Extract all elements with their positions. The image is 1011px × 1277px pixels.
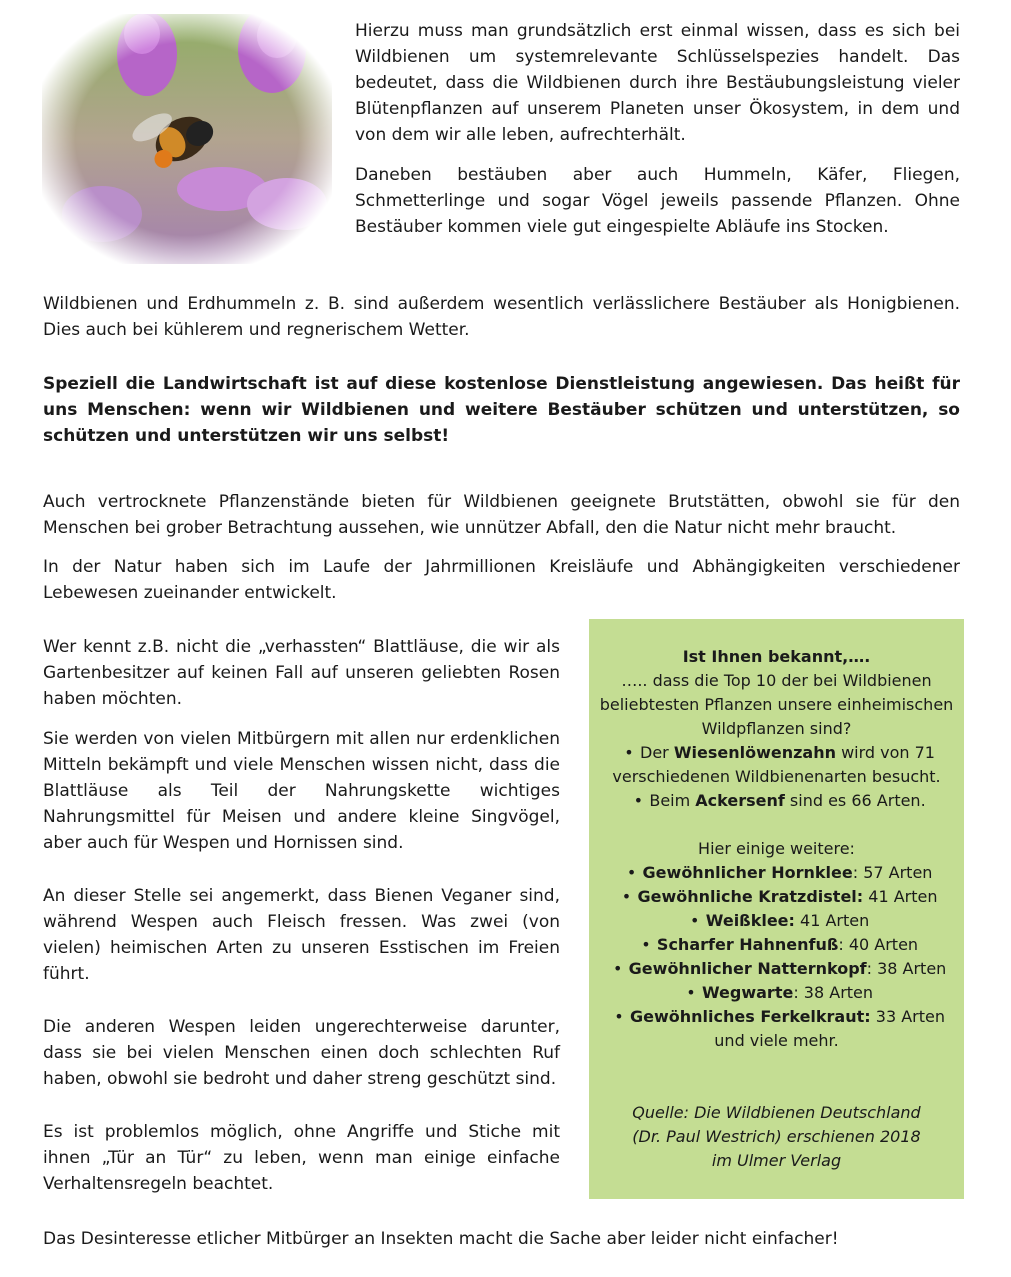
plant-item: • Scharfer Hahnenfuß: 40 Arten bbox=[595, 933, 958, 957]
bullet-icon: • bbox=[641, 935, 651, 954]
info-box-title: Ist Ihnen bekannt,…. bbox=[682, 647, 871, 666]
paragraph-agriculture-bold: Speziell die Landwirtschaft ist auf diese kostenlose Dienstleistung angewiesen. Das heißt für uns Menschen: wenn wir Wildbienen und weitere Bestäuber schützen und unterstützen, so schützen und unterstützen wir uns selbst! bbox=[43, 374, 960, 446]
paragraph-nature-cycles: In der Natur haben sich im Laufe der Jahrmillionen Kreisläufe und Abhängigkeiten verschiedener Lebewesen zueinander entwickelt. bbox=[43, 557, 960, 603]
intro-paragraph-1: Hierzu muss man grundsätzlich erst einmal wissen, dass es sich bei Wildbienen um systemrelevante Schlüsselspezies handelt. Das bedeutet, dass die Wildbienen durch ihre Bestäubungsleistung vieler Blütenpflanzen auf unserem Planeten unser Ökosystem, in dem und von dem wir alle leben, aufrechterhält. bbox=[355, 21, 960, 145]
plant-item: • Wegwarte: 38 Arten bbox=[595, 981, 958, 1005]
info-box-lead: ….. dass die Top 10 der bei Wildbienen beliebtesten Pflanzen unsere einheimischen Wildpflanzen sind? bbox=[599, 671, 954, 738]
source-line: (Dr. Paul Westrich) erschienen 2018 bbox=[632, 1127, 921, 1146]
info-box bbox=[589, 619, 964, 1199]
bullet-icon: • bbox=[626, 863, 637, 882]
bumblebee-flower-image bbox=[42, 14, 332, 264]
bullet-icon: • bbox=[686, 983, 696, 1002]
fact-item: • Der Wiesenlöwenzahn wird von 71 verschiedenen Wildbienenarten besucht. bbox=[612, 743, 941, 786]
paragraph-aphids: Wer kennt z.B. nicht die „verhassten“ Blattläuse, die wir als Gartenbesitzer auf keinen Fall auf unseren geliebten Rosen haben möchten. bbox=[43, 637, 560, 709]
bullet-icon: • bbox=[624, 743, 634, 762]
bullet-icon: • bbox=[690, 911, 700, 930]
intro-section bbox=[355, 18, 960, 240]
intro-paragraph-2: Daneben bestäuben aber auch Hummeln, Käfer, Fliegen, Schmetterlinge und sogar Vögel jeweils passende Pflanzen. Ohne Bestäuber kommen viele gut eingespielte Abläufe ins Stocken. bbox=[355, 165, 960, 237]
closing-sentence: Das Desinteresse etlicher Mitbürger an Insekten macht die Sache aber leider nicht einfacher! bbox=[43, 1229, 839, 1249]
info-box-source bbox=[595, 1101, 958, 1173]
fact-item: • Beim Ackersenf sind es 66 Arten. bbox=[595, 789, 958, 813]
paragraph-dry-plants: Auch vertrocknete Pflanzenstände bieten für Wildbienen geeignete Brutstätten, obwohl sie für den Menschen bei grober Betrachtung aussehen, wie unnützer Abfall, den die Natur nicht mehr braucht. bbox=[43, 492, 960, 538]
plant-item: • Gewöhnliche Kratzdistel: 41 Arten bbox=[595, 885, 958, 909]
paragraph-coexistence: Es ist problemlos möglich, ohne Angriffe und Stiche mit ihnen „Tür an Tür“ zu leben, wenn man einige einfache Verhaltensregeln beachtet. bbox=[43, 1122, 560, 1194]
source-line: im Ulmer Verlag bbox=[711, 1151, 842, 1170]
plant-item: • Weißklee: 41 Arten bbox=[595, 909, 958, 933]
paragraph-vegan-bees: An dieser Stelle sei angemerkt, dass Bienen Veganer sind, während Wespen auch Fleisch fressen. Was zwei (von vielen) heimischen Arten zu unseren Esstischen im Freien führt. bbox=[43, 886, 560, 984]
bullet-icon: • bbox=[621, 887, 632, 906]
plant-item: • Gewöhnlicher Hornklee: 57 Arten bbox=[595, 861, 958, 885]
bullet-icon: • bbox=[633, 791, 644, 810]
left-column bbox=[43, 634, 560, 1197]
plant-item: • Gewöhnlicher Natternkopf: 38 Arten bbox=[595, 957, 958, 981]
paragraph-wasps-reputation: Die anderen Wespen leiden ungerechterweise darunter, dass sie bei vielen Menschen einen doch schlechten Ruf haben, obwohl sie bedroht und daher streng geschützt sind. bbox=[43, 1017, 560, 1089]
paragraph-reliable-pollinators: Wildbienen und Erdhummeln z. B. sind außerdem wesentlich verlässlichere Bestäuber als Honigbienen. Dies auch bei kühlerem und regnerischem Wetter. bbox=[43, 294, 960, 340]
bumblebee-photo bbox=[42, 14, 332, 264]
plant-item: • Gewöhnliches Ferkelkraut: 33 Arten bbox=[595, 1005, 958, 1029]
source-line: Quelle: Die Wildbienen Deutschland bbox=[632, 1103, 921, 1122]
info-box-more: und viele mehr. bbox=[714, 1031, 839, 1050]
paragraph-food-chain: Sie werden von vielen Mitbürgern mit allen nur erdenklichen Mitteln bekämpft und viele Menschen wissen nicht, dass die Blattläuse als Teil der Nahrungskette wichtiges Nahrungsmittel für Meisen und andere kleine Singvögel, aber auch für Wespen und Hornissen sind. bbox=[43, 729, 560, 853]
info-box-subheading: Hier einige weitere: bbox=[698, 839, 855, 858]
bullet-icon: • bbox=[612, 959, 623, 978]
bullet-icon: • bbox=[614, 1007, 624, 1026]
